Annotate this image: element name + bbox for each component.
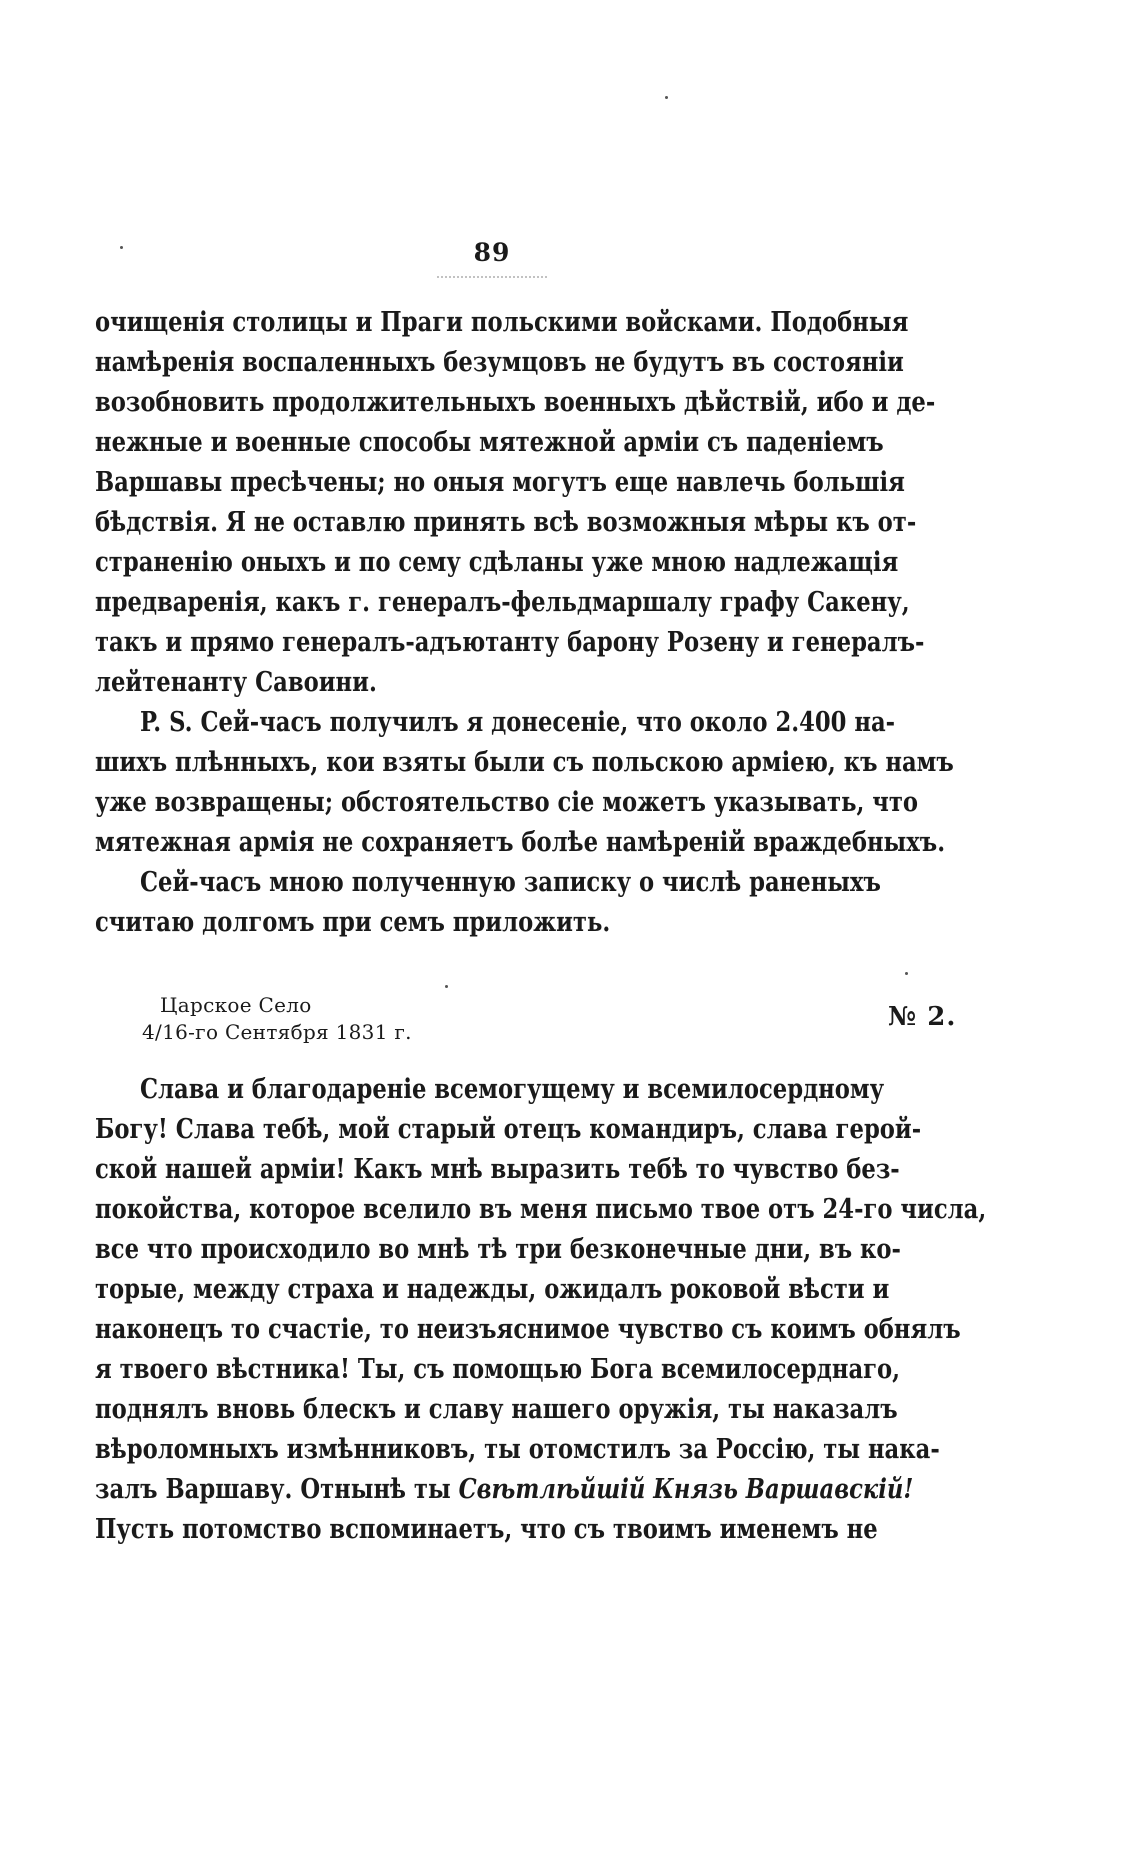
text-line: покойства, которое вселило въ меня письмо твое отъ 24-го числа, <box>95 1194 987 1225</box>
scan-speck <box>905 972 908 975</box>
letter-place: Царское Село <box>160 993 312 1017</box>
text-line: наконецъ то счастіе, то неизъяснимое чувство съ коимъ обнялъ <box>95 1314 961 1345</box>
text-line: поднялъ вновь блескъ и славу нашего оружія, ты наказалъ <box>95 1394 898 1425</box>
letter-number: № 2. <box>888 1002 957 1032</box>
text-line: лейтенанту Савоини. <box>95 667 377 698</box>
text-line: возобновить продолжительныхъ военныхъ дѣйствій, ибо и де- <box>95 387 936 418</box>
letter-date: 4/16-го Сентября 1831 г. <box>142 1020 412 1044</box>
text-line: Слава и благодареніе всемогущему и всемилосердному <box>140 1074 885 1105</box>
text-line: торые, между страха и надежды, ожидалъ роковой вѣсти и <box>95 1274 890 1305</box>
text-line: намѣренія воспаленныхъ безумцовъ не будутъ въ состояніи <box>95 347 904 378</box>
text-line: нежные и военные способы мятежной арміи съ паденіемъ <box>95 427 884 458</box>
text-line: Пусть потомство вспоминаетъ, что съ твоимъ именемъ не <box>95 1514 878 1545</box>
text-line: все что происходило во мнѣ тѣ три безконечные дни, въ ко- <box>95 1234 901 1265</box>
text-line: считаю долгомъ при семъ приложить. <box>95 907 611 938</box>
text-line: Варшавы пресѣчены; но оныя могутъ еще навлечь большія <box>95 467 905 498</box>
text-line: шихъ плѣнныхъ, кои взяты были съ польскою арміею, къ намъ <box>95 747 954 778</box>
text-line: бѣдствія. Я не оставлю принять всѣ возможныя мѣры къ от- <box>95 507 917 538</box>
text-line: Сей-часъ мною полученную записку о числѣ раненыхъ <box>140 867 881 898</box>
text-line: такъ и прямо генералъ-адъютанту барону Розену и генералъ- <box>95 627 925 658</box>
text-line: страненію оныхъ и по сему сдѣланы уже мною надлежащія <box>95 547 899 578</box>
text-line: Богу! Слава тебѣ, мой старый отецъ командиръ, слава герой- <box>95 1114 922 1145</box>
scan-speck <box>120 246 123 249</box>
page-number: 89 <box>473 238 511 267</box>
text-line: P. S. Сей-часъ получилъ я донесеніе, что около 2.400 на- <box>140 707 896 738</box>
scan-speck <box>665 96 668 99</box>
text-line: вѣроломныхъ измѣнниковъ, ты отомстилъ за Россію, ты нака- <box>95 1434 940 1465</box>
text-line-with-title <box>95 1470 914 1510</box>
text-segment: залъ Варшаву. Отнынѣ ты <box>95 1474 451 1505</box>
text-line: очищенія столицы и Праги польскими войсками. Подобныя <box>95 307 909 338</box>
title-emphasis: Свѣтлѣйшій Князь Варшавскій! <box>458 1474 914 1505</box>
text-line: уже возвращены; обстоятельство сіе можетъ указывать, что <box>95 787 919 818</box>
text-line: мятежная армія не сохраняетъ болѣе намѣреній враждебныхъ. <box>95 827 946 858</box>
text-line: предваренія, какъ г. генералъ-фельдмаршалу графу Сакену, <box>95 587 910 618</box>
text-line: я твоего вѣстника! Ты, съ помощью Бога всемилосерднаго, <box>95 1354 901 1385</box>
page-number-ornament <box>437 276 547 278</box>
scan-speck <box>445 985 448 988</box>
text-line: ской нашей арміи! Какъ мнѣ выразить тебѣ то чувство без- <box>95 1154 900 1185</box>
